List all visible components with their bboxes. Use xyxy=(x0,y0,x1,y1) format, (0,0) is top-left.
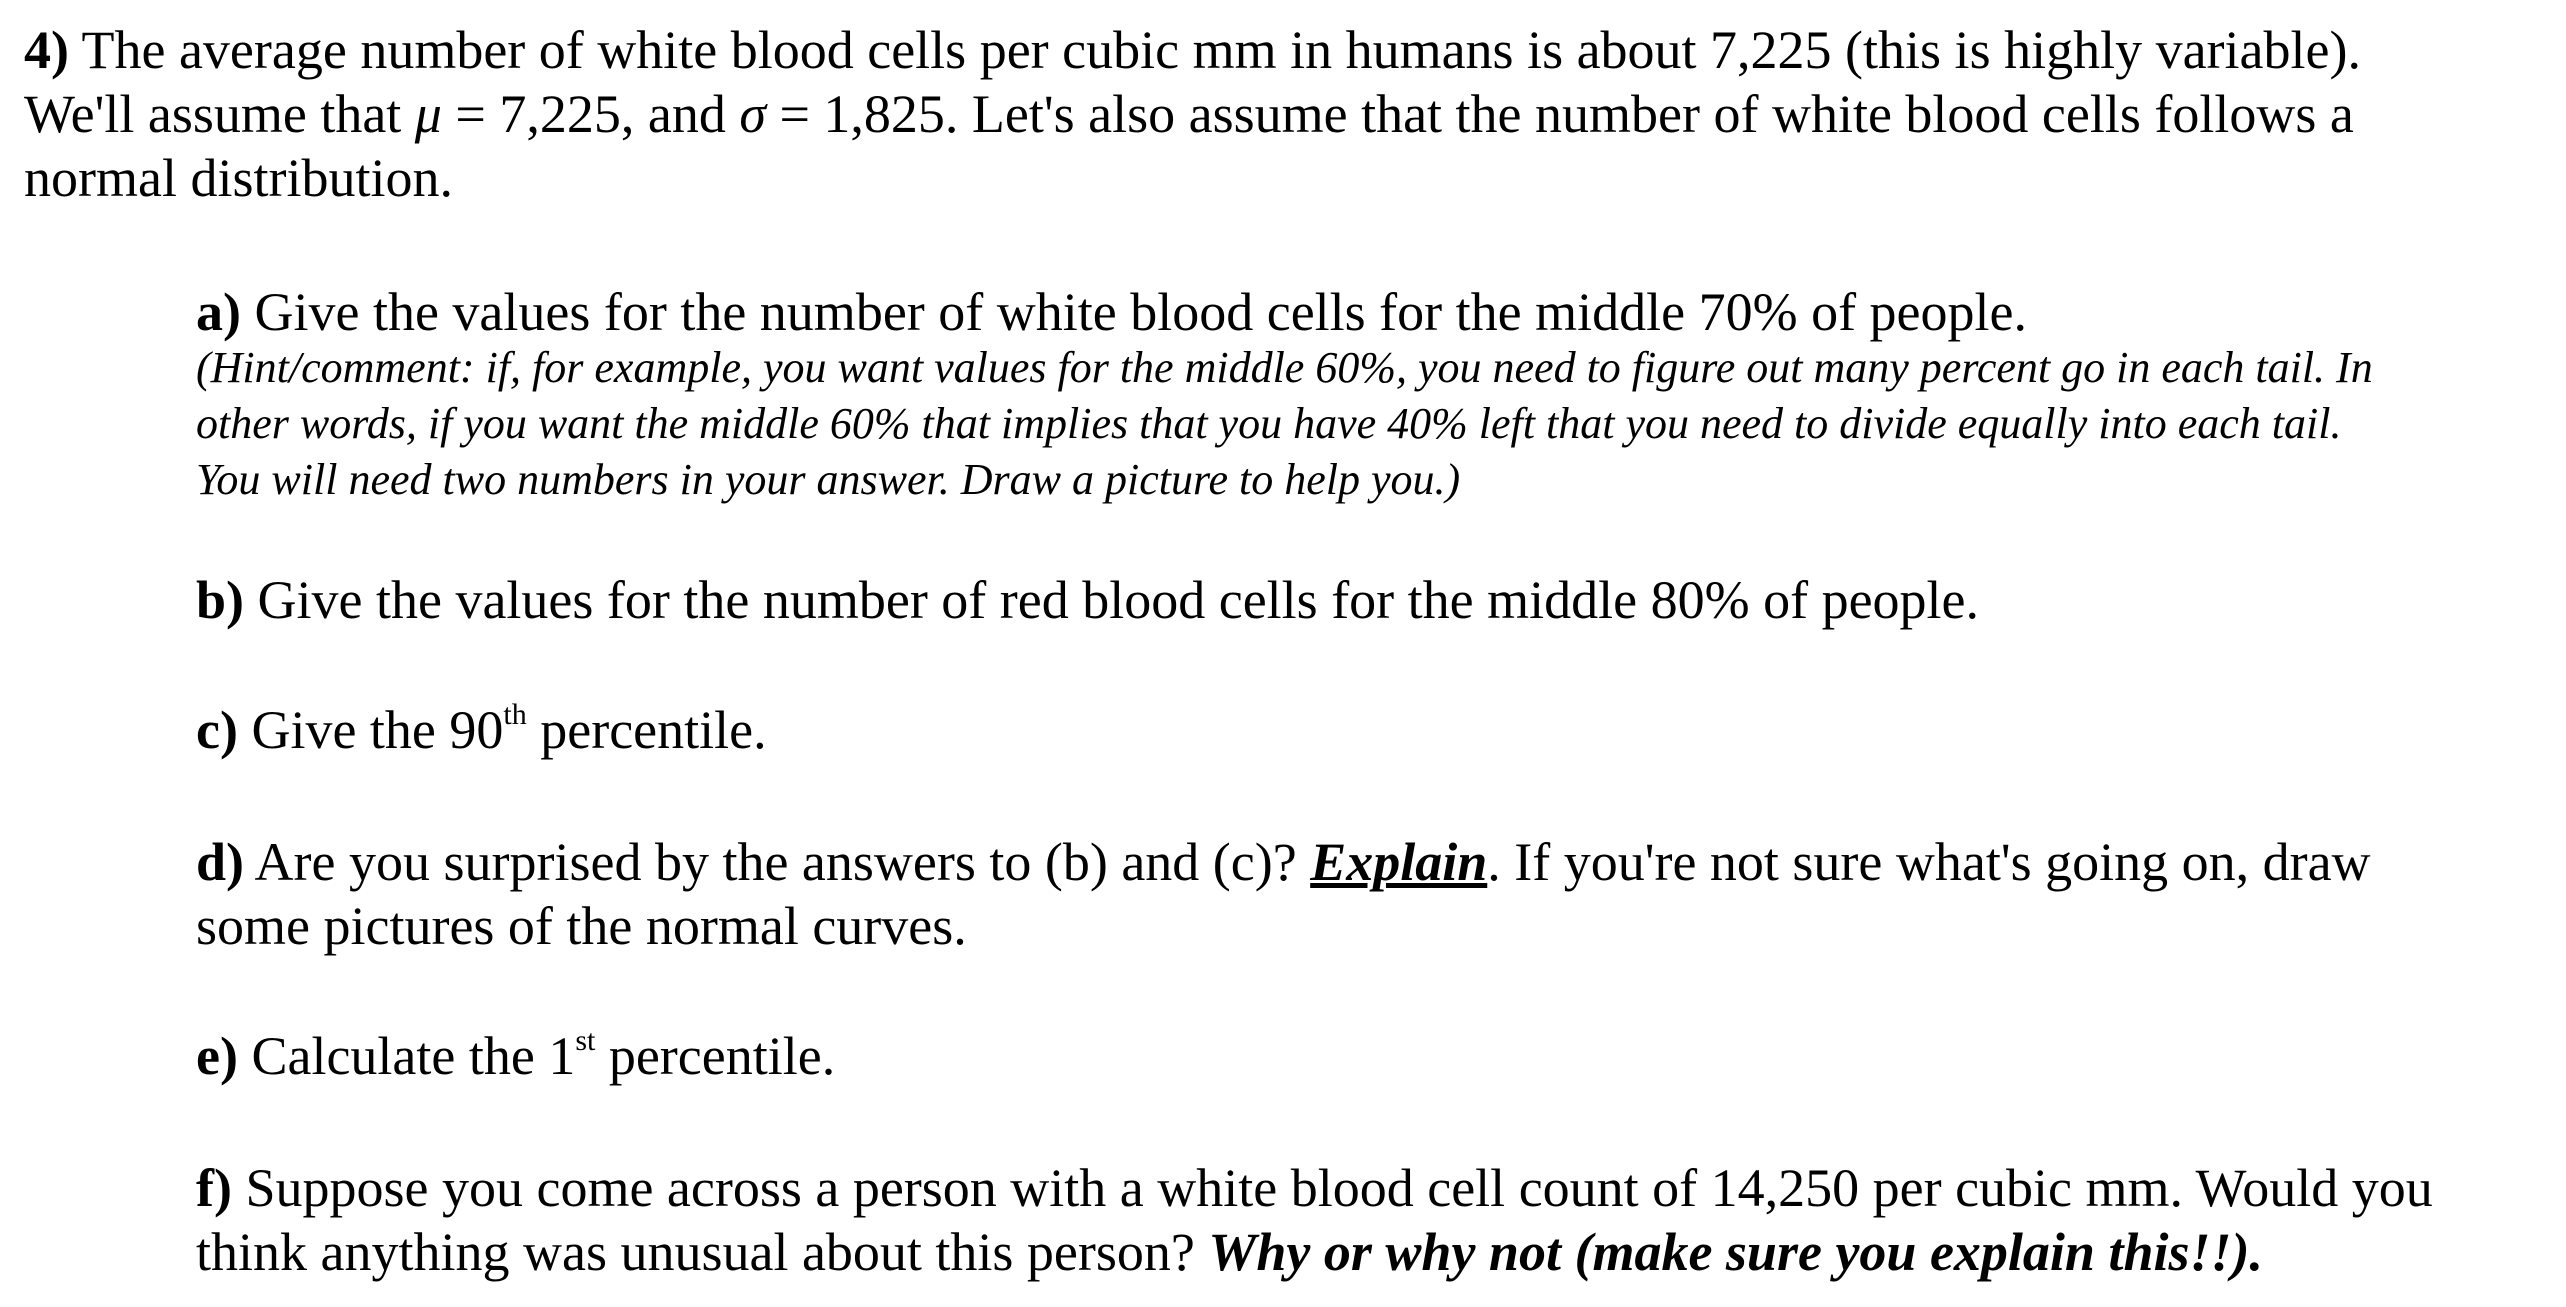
problem-intro-line-1 xyxy=(24,18,2361,82)
part-e-text-end: percentile. xyxy=(595,1026,836,1086)
part-d-label: d) xyxy=(196,832,245,892)
sigma-symbol: σ xyxy=(739,84,766,144)
part-a-hint-line-1: (Hint/comment: if, for example, you want values for the middle 60%, you need to figure out many percent go in each tail. In xyxy=(196,343,2373,392)
part-e-label: e) xyxy=(196,1026,238,1086)
part-c-superscript: th xyxy=(503,698,527,731)
explain-emphasis: Explain xyxy=(1310,832,1488,892)
part-d-question-line-2: some pictures of the normal curves. xyxy=(196,896,967,956)
part-f-question-line-2 xyxy=(196,1220,2263,1284)
problem-assumption-text: We'll assume that xyxy=(24,84,415,144)
part-b-text: Give the values for the number of red blood cells for the middle 80% of people. xyxy=(244,570,1980,630)
part-a-label: a) xyxy=(196,282,241,342)
part-c-question xyxy=(196,698,767,762)
part-f-emphasis: Why or why not (make sure you explain this!!). xyxy=(1208,1222,2264,1282)
part-f-question xyxy=(196,1156,2433,1220)
problem-intro-line-3: normal distribution. xyxy=(24,148,453,208)
part-b-question xyxy=(196,568,1979,632)
part-a-hint-line-3: You will need two numbers in your answer. Draw a picture to help you.) xyxy=(196,455,1461,504)
part-e-text: Calculate the 1 xyxy=(237,1026,576,1086)
problem-intro-text: The average number of white blood cells per cubic mm in humans is about 7,225 (this is highly variable). xyxy=(81,20,2361,80)
part-f-text-2: think anything was unusual about this person? xyxy=(196,1222,1209,1282)
part-a-question xyxy=(196,280,2027,344)
part-c-text: Give the 90 xyxy=(237,700,504,760)
part-e-superscript: st xyxy=(575,1024,596,1057)
sigma-value: = 1,825. Let's also assume that the number of white blood cells follows a xyxy=(765,84,2354,144)
part-b-label: b) xyxy=(196,570,245,630)
mu-symbol: μ xyxy=(414,84,442,144)
part-f-text: Suppose you come across a person with a white blood cell count of 14,250 per cubic mm. Would you xyxy=(231,1158,2433,1218)
problem-intro-line-2 xyxy=(24,82,2354,146)
part-d-text: Are you surprised by the answers to (b) and (c)? xyxy=(244,832,1311,892)
part-c-label: c) xyxy=(196,700,238,760)
part-d-question xyxy=(196,830,2371,894)
part-f-label: f) xyxy=(196,1158,232,1218)
mu-value: = 7,225, and xyxy=(441,84,740,144)
part-c-text-end: percentile. xyxy=(526,700,767,760)
part-a-text: Give the values for the number of white blood cells for the middle 70% of people. xyxy=(240,282,2027,342)
part-e-question xyxy=(196,1024,835,1088)
part-a-hint-line-2: other words, if you want the middle 60% that implies that you have 40% left that you need to divide equally into each tail. xyxy=(196,399,2342,448)
part-d-text-end: . If you're not sure what's going on, draw xyxy=(1487,832,2371,892)
problem-number: 4) xyxy=(24,20,69,80)
